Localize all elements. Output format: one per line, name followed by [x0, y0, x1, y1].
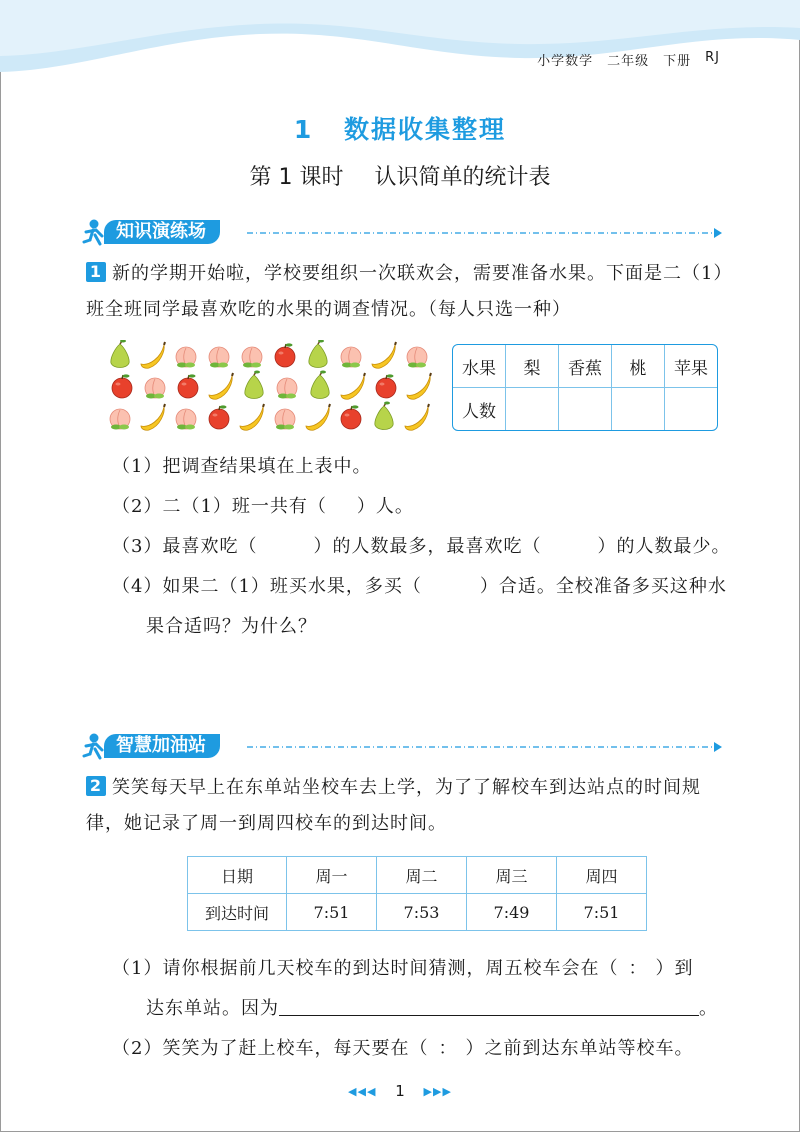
banana-icon	[407, 373, 431, 399]
apple-icon	[275, 343, 295, 367]
q1-sub3	[112, 532, 730, 558]
bus-table-header-date: 日期	[188, 857, 287, 894]
q1-sub3-suffix: ）的人数最少。	[597, 536, 731, 557]
peach-icon	[176, 409, 196, 430]
fruit-table-header-banana: 香蕉	[559, 345, 612, 388]
peach-icon	[145, 378, 165, 399]
bus-table-time-mon: 7:51	[287, 894, 377, 931]
q1-sub3-middle: ）的人数最多，最喜欢吃（	[313, 536, 542, 557]
footer-left-arrows: ◀◀◀	[348, 1085, 377, 1098]
q1-number: 1	[86, 262, 106, 282]
footer-right-arrows: ▶▶▶	[423, 1085, 452, 1098]
header-meta	[537, 50, 720, 69]
q2-sub2	[112, 1034, 693, 1060]
peach-icon	[407, 347, 427, 368]
peach-icon	[242, 347, 262, 368]
bus-table-header-mon: 周一	[287, 857, 377, 894]
q1-sub4-prefix: （4）如果二（1）班买水果，多买（	[112, 576, 422, 597]
banana-icon	[209, 373, 233, 399]
q2-number: 2	[86, 776, 106, 796]
pear-icon	[309, 340, 327, 368]
q2-sub2-colon: ：	[438, 1038, 458, 1059]
q2-sub1-because: 达东单站。因为	[146, 998, 279, 1019]
q1-sub2-suffix: ）人。	[356, 496, 414, 517]
q1-sub4-cont: 果合适吗？为什么？	[146, 616, 317, 637]
chapter-title	[0, 110, 800, 146]
q1-sub3-prefix: （3）最喜欢吃（	[112, 536, 258, 557]
apple-icon	[178, 374, 198, 398]
lesson-label: 第 1 课时	[249, 165, 344, 190]
lesson-title	[0, 160, 800, 191]
section-title-challenge: 智慧加油站	[104, 734, 220, 758]
pear-icon	[111, 340, 129, 368]
peach-icon	[176, 347, 196, 368]
bus-table-header-wed: 周三	[467, 857, 557, 894]
pear-icon	[311, 371, 329, 399]
banana-icon	[240, 404, 264, 430]
bus-table-time-thu: 7:51	[557, 894, 647, 931]
fruit-table-header-peach: 桃	[612, 345, 665, 388]
fruit-table-header-label: 水果	[453, 345, 506, 388]
banana-icon	[372, 342, 396, 368]
header-subject: 小学数学	[537, 54, 594, 69]
bus-table-header-thu: 周四	[557, 857, 647, 894]
q2-sub1-colon: ：	[628, 958, 648, 979]
fruit-table-header-pear: 梨	[506, 345, 559, 388]
bus-table-time-wed: 7:49	[467, 894, 557, 931]
apple-icon	[341, 405, 361, 429]
q1-text	[86, 256, 736, 328]
peach-icon	[275, 409, 295, 430]
banana-icon	[341, 373, 365, 399]
bus-table-time-tue: 7:53	[377, 894, 467, 931]
peach-icon	[277, 378, 297, 399]
chapter-number: 1	[293, 115, 314, 144]
fruit-table-count-apple[interactable]	[665, 388, 717, 430]
bus-table-header-tue: 周二	[377, 857, 467, 894]
fruit-survey-table	[452, 344, 718, 431]
banana-icon	[141, 404, 165, 430]
section-title-practice: 知识演练场	[104, 220, 220, 244]
section-header-practice	[82, 218, 732, 248]
q2-sub1-period: 。	[699, 998, 718, 1019]
lesson-name: 认识简单的统计表	[374, 165, 551, 190]
q2-text	[86, 770, 736, 842]
q2-sub1-cont	[146, 994, 718, 1020]
apple-icon	[209, 405, 229, 429]
header-grade: 二年级	[607, 54, 650, 69]
banana-icon	[141, 342, 165, 368]
peach-icon	[110, 409, 130, 430]
q1-sub1: （1）把调查结果填在上表中。	[112, 456, 372, 477]
peach-icon	[209, 347, 229, 368]
q2-sub1-suffix: ）到	[655, 958, 694, 979]
fruit-table-header-apple: 苹果	[665, 345, 717, 388]
q1-sub4-suffix: ）合适。全校准备多买这种水	[479, 576, 727, 597]
q1-sub4	[112, 572, 727, 598]
banana-icon	[306, 404, 330, 430]
banana-icon	[405, 404, 429, 430]
q2-sub1-reason-line[interactable]	[279, 997, 699, 1016]
q2-sub2-suffix: ）之前到达东单站等校车。	[465, 1038, 694, 1059]
q1-sub2-prefix: （2）二（1）班一共有（	[112, 496, 327, 517]
page-number: 1	[395, 1082, 405, 1100]
fruit-table-count-pear[interactable]	[506, 388, 559, 430]
pear-icon	[245, 371, 263, 399]
fruit-illustration	[104, 340, 434, 432]
bus-table-row-label: 到达时间	[188, 894, 287, 931]
bus-arrival-table	[187, 856, 647, 931]
pear-icon	[375, 402, 393, 430]
header-volume: 下册	[663, 54, 692, 69]
page-footer	[0, 1082, 800, 1100]
q2-body: 笑笑每天早上在东单站坐校车去上学，为了了解校车到达站点的时间规律，她记录了周一到周四校车的到达时间。	[86, 777, 701, 834]
q2-sub2-prefix: （2）笑笑为了赶上校车，每天要在（	[112, 1038, 429, 1059]
q2-sub1	[112, 954, 693, 980]
apple-icon	[112, 374, 132, 398]
q2-sub1-prefix: （1）请你根据前几天校车的到达时间猜测，周五校车会在（	[112, 958, 619, 979]
apple-icon	[376, 374, 396, 398]
peach-icon	[341, 347, 361, 368]
fruit-table-count-label: 人数	[453, 388, 506, 430]
fruit-table-count-banana[interactable]	[559, 388, 612, 430]
header-edition: RJ	[705, 50, 720, 65]
fruit-table-count-peach[interactable]	[612, 388, 665, 430]
q1-body: 新的学期开始啦，学校要组织一次联欢会，需要准备水果。下面是二（1）班全班同学最喜欢吃的水果的调查情况。（每人只选一种）	[86, 263, 733, 320]
chapter-name: 数据收集整理	[344, 115, 507, 144]
q1-sub2	[112, 492, 414, 518]
section-header-challenge	[82, 732, 732, 762]
